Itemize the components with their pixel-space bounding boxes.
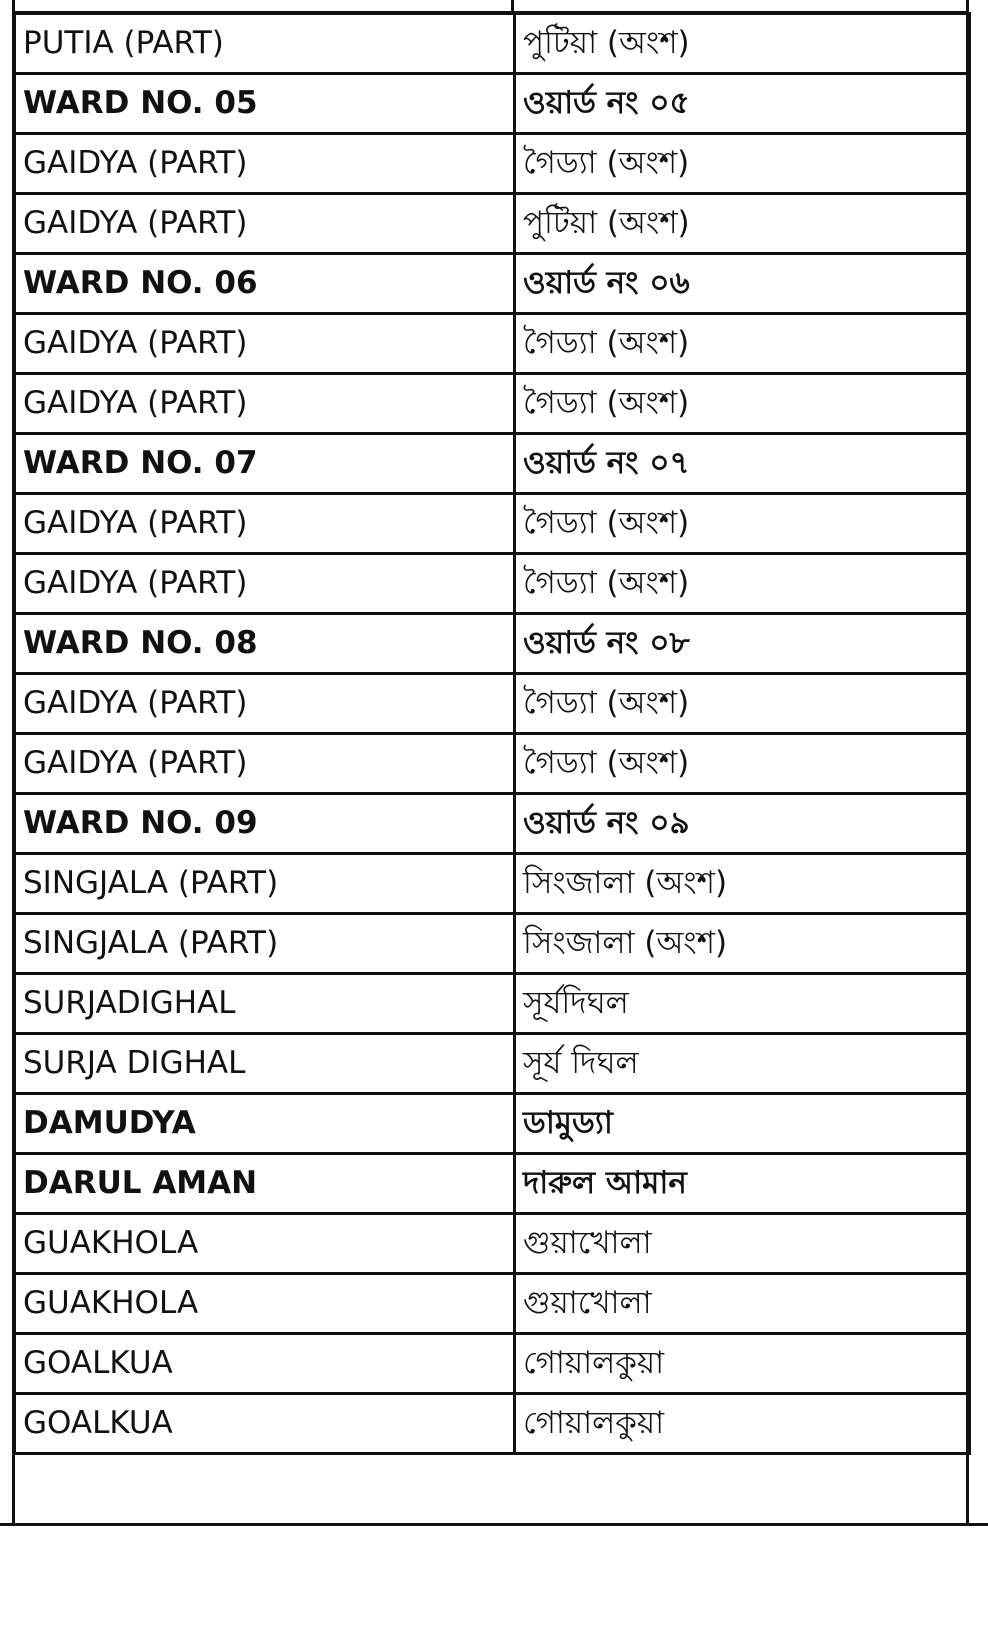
bengali-name-cell: গৈড্যা (অংশ) [515, 374, 970, 434]
bengali-name-cell: সিংজালা (অংশ) [515, 914, 970, 974]
english-name-cell: GOALKUA [15, 1394, 515, 1454]
table-body [15, 14, 970, 1454]
bengali-name-cell: গোয়ালকুয়া [515, 1394, 970, 1454]
table-bottom-border [0, 1523, 988, 1526]
bengali-name-cell: গৈড্যা (অংশ) [515, 494, 970, 554]
english-name-cell: GAIDYA (PART) [15, 674, 515, 734]
table-row [15, 1274, 970, 1334]
english-name-cell: GAIDYA (PART) [15, 494, 515, 554]
bengali-name-cell: ওয়ার্ড নং ০৭ [515, 434, 970, 494]
table-row [15, 1034, 970, 1094]
english-name-cell: GAIDYA (PART) [15, 374, 515, 434]
english-name-cell: GAIDYA (PART) [15, 134, 515, 194]
bengali-name-cell: গুয়াখোলা [515, 1214, 970, 1274]
table-row [15, 254, 970, 314]
table-row [15, 854, 970, 914]
name-translation-table [13, 12, 971, 1455]
table-row [15, 734, 970, 794]
table-row [15, 794, 970, 854]
english-name-cell: GAIDYA (PART) [15, 314, 515, 374]
table-row [15, 1214, 970, 1274]
bengali-name-cell: পুটিয়া (অংশ) [515, 14, 970, 74]
table-row [15, 1394, 970, 1454]
bengali-name-cell: গোয়ালকুয়া [515, 1334, 970, 1394]
table-row [15, 434, 970, 494]
table-row [15, 914, 970, 974]
english-name-cell: SINGJALA (PART) [15, 854, 515, 914]
table-row [15, 554, 970, 614]
bengali-name-cell: ওয়ার্ড নং ০৫ [515, 74, 970, 134]
table-row [15, 974, 970, 1034]
bengali-name-cell: ডামুড্যা [515, 1094, 970, 1154]
table-row [15, 674, 970, 734]
bengali-name-cell: ওয়ার্ড নং ০৮ [515, 614, 970, 674]
table-row [15, 1154, 970, 1214]
bengali-name-cell: পুটিয়া (অংশ) [515, 194, 970, 254]
table-row [15, 74, 970, 134]
table-row [15, 614, 970, 674]
bengali-name-cell: গৈড্যা (অংশ) [515, 734, 970, 794]
english-name-cell: WARD NO. 05 [15, 74, 515, 134]
english-name-cell: SINGJALA (PART) [15, 914, 515, 974]
bengali-name-cell: গুয়াখোলা [515, 1274, 970, 1334]
bengali-name-cell: সিংজালা (অংশ) [515, 854, 970, 914]
english-name-cell: SURJADIGHAL [15, 974, 515, 1034]
english-name-cell: GAIDYA (PART) [15, 194, 515, 254]
table-row [15, 194, 970, 254]
bengali-name-cell: গৈড্যা (অংশ) [515, 314, 970, 374]
bengali-name-cell: সূর্যদিঘল [515, 974, 970, 1034]
bengali-name-cell: ওয়ার্ড নং ০৬ [515, 254, 970, 314]
bengali-name-cell: গৈড্যা (অংশ) [515, 674, 970, 734]
table-row [15, 494, 970, 554]
table-row [15, 374, 970, 434]
english-name-cell: GAIDYA (PART) [15, 734, 515, 794]
table-row [15, 14, 970, 74]
table-row [15, 314, 970, 374]
table-row [15, 1334, 970, 1394]
english-name-cell: GUAKHOLA [15, 1274, 515, 1334]
bengali-name-cell: ওয়ার্ড নং ০৯ [515, 794, 970, 854]
english-name-cell: PUTIA (PART) [15, 14, 515, 74]
bengali-name-cell: গৈড্যা (অংশ) [515, 554, 970, 614]
bengali-name-cell: সূর্য দিঘল [515, 1034, 970, 1094]
english-name-cell: GAIDYA (PART) [15, 554, 515, 614]
english-name-cell: WARD NO. 08 [15, 614, 515, 674]
english-name-cell: WARD NO. 09 [15, 794, 515, 854]
english-name-cell: GUAKHOLA [15, 1214, 515, 1274]
english-name-cell: DARUL AMAN [15, 1154, 515, 1214]
english-name-cell: SURJA DIGHAL [15, 1034, 515, 1094]
bengali-name-cell: দারুল আমান [515, 1154, 970, 1214]
english-name-cell: WARD NO. 06 [15, 254, 515, 314]
table-row [15, 1094, 970, 1154]
table-row [15, 134, 970, 194]
english-name-cell: WARD NO. 07 [15, 434, 515, 494]
english-name-cell: DAMUDYA [15, 1094, 515, 1154]
english-name-cell: GOALKUA [15, 1334, 515, 1394]
bengali-name-cell: গৈড্যা (অংশ) [515, 134, 970, 194]
